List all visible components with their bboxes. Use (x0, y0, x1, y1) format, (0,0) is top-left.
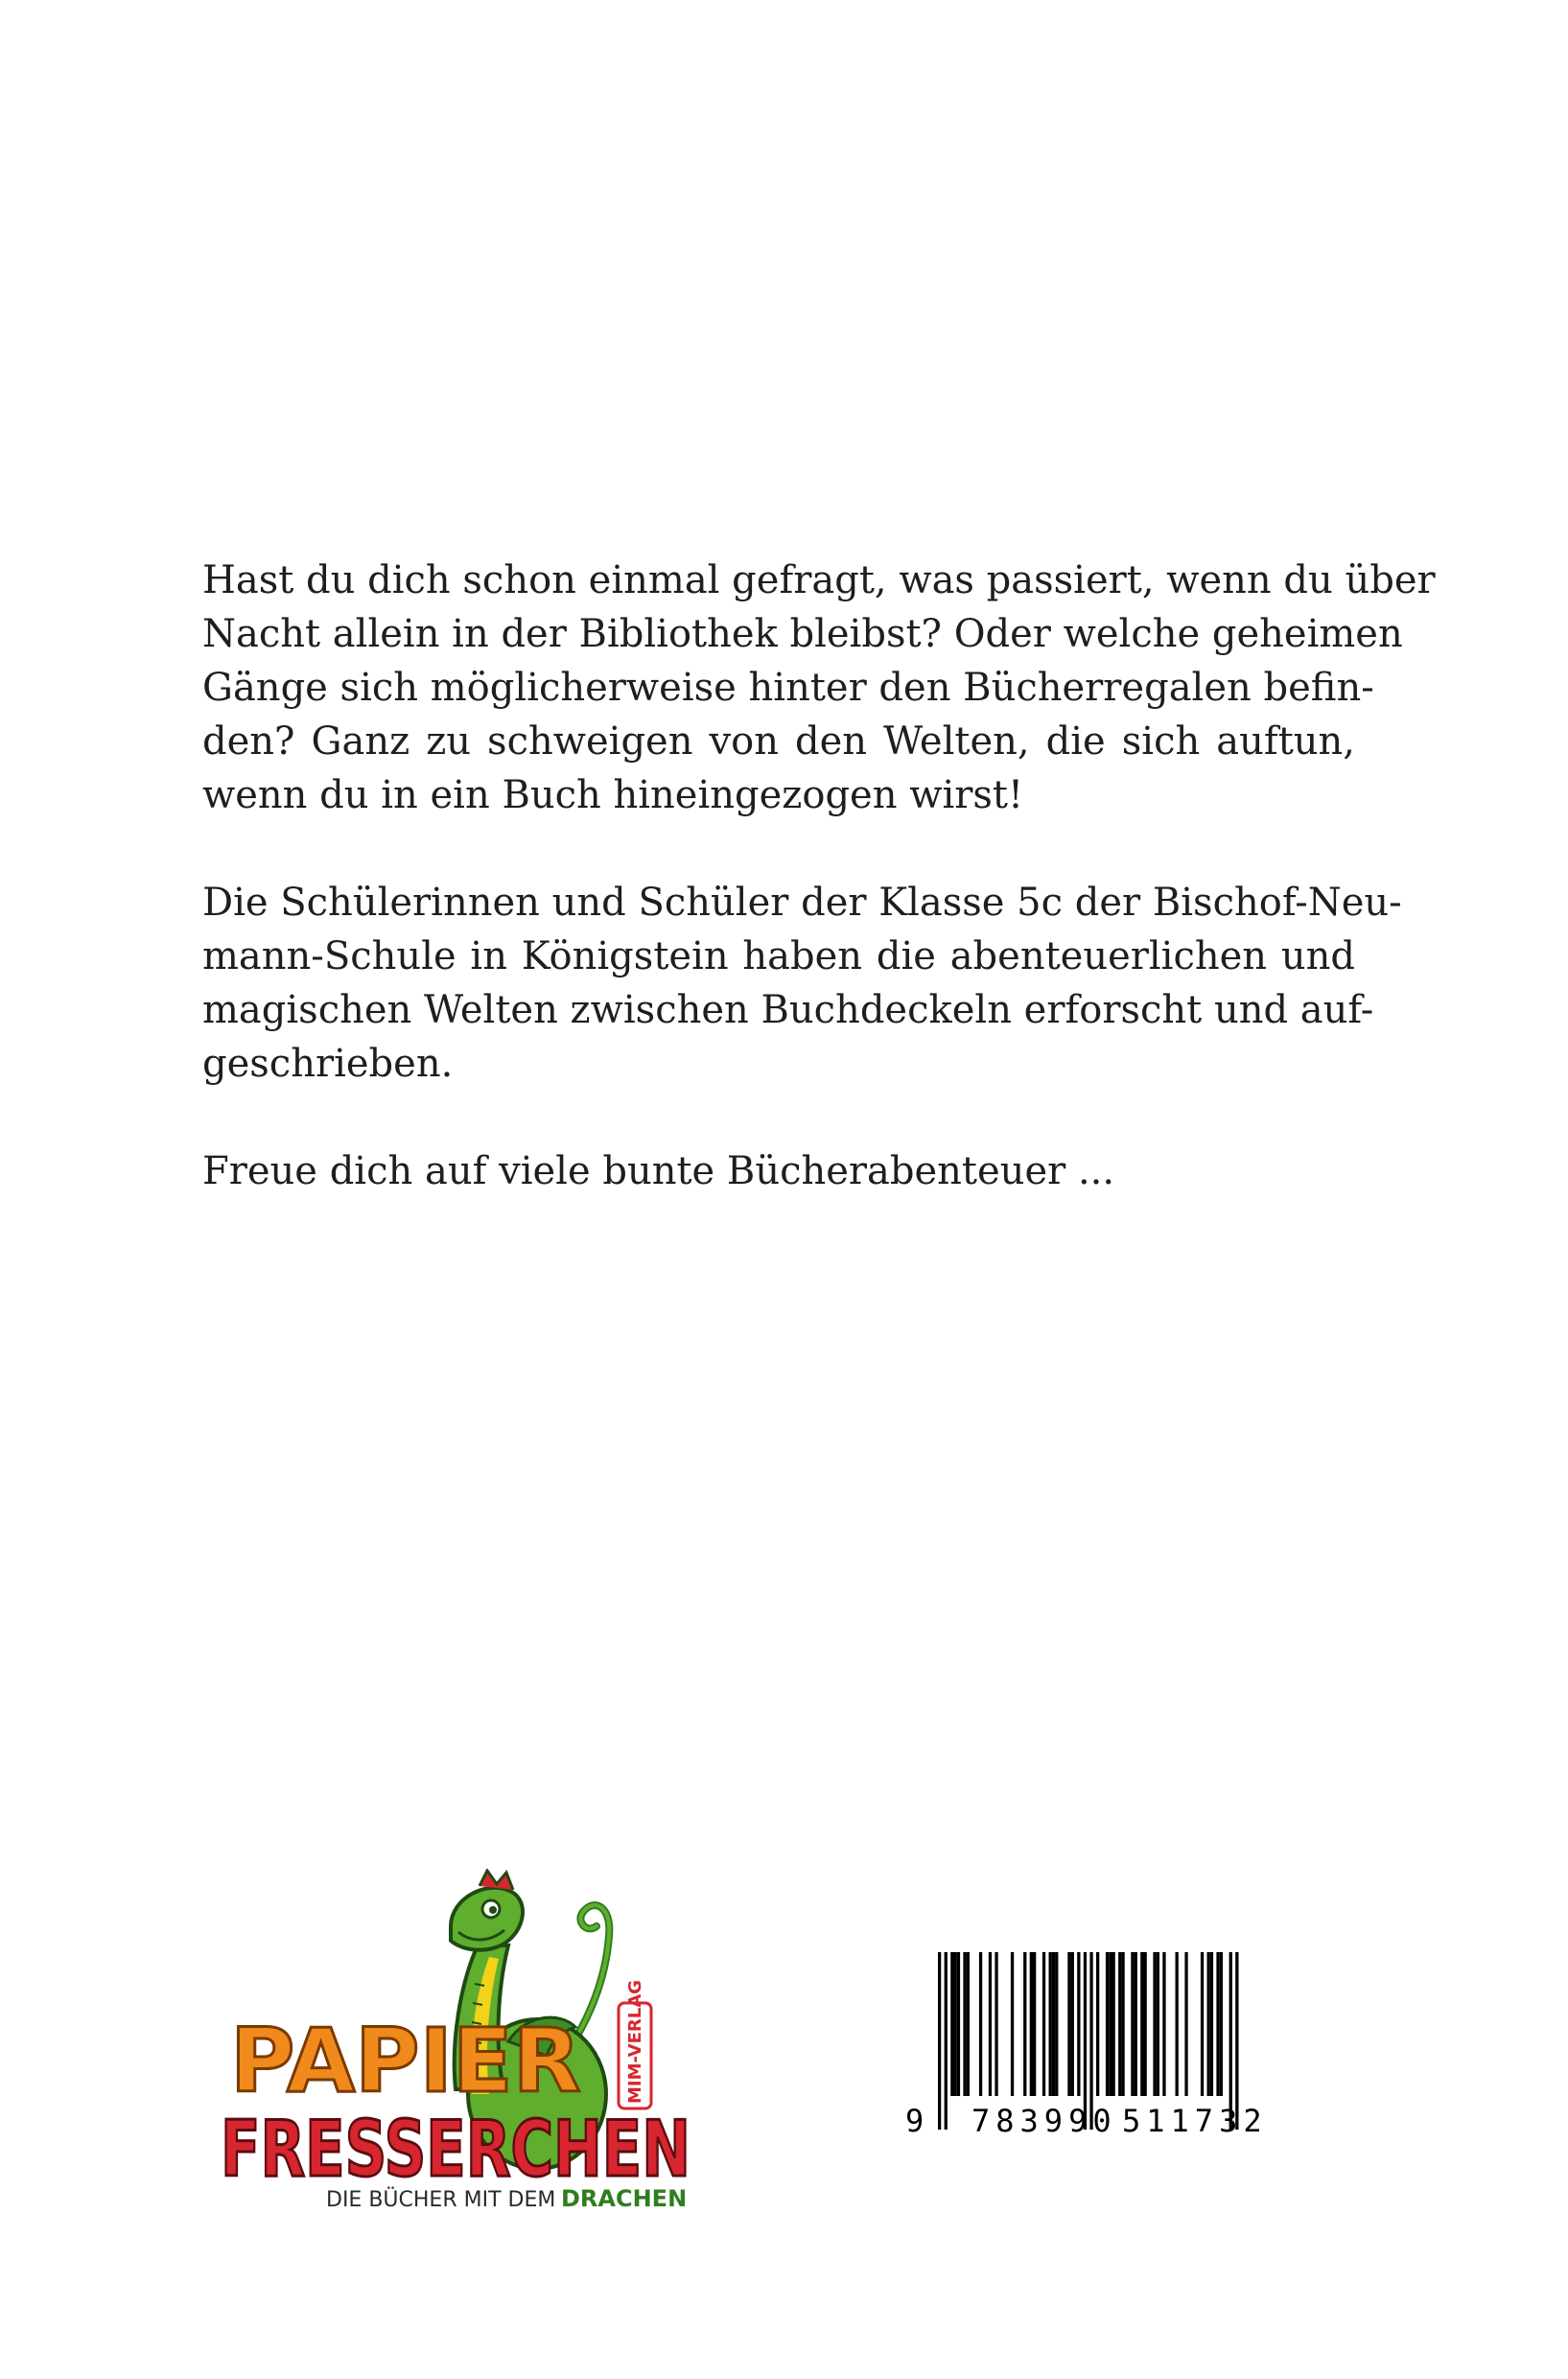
barcode-bar (1184, 1952, 1187, 2096)
barcode-bar (1077, 1952, 1080, 2096)
barcode-bar (954, 1952, 957, 2096)
blurb-line: den? Ganz zu schweigen von den Welten, die sich auftun, (202, 719, 1355, 764)
blurb-line: wenn du in ein Buch hineingezogen wirst! (202, 773, 1024, 817)
barcode-bar (1131, 1952, 1134, 2096)
barcode-bar (1096, 1952, 1099, 2096)
logo-word-fresserchen: FRESSERCHEN (221, 2105, 690, 2194)
barcode-bar (950, 1952, 953, 2096)
barcode-bar (967, 1952, 970, 2096)
barcode-bar (1109, 1952, 1112, 2096)
mim-verlag-label: MIM-VERLAG (625, 1980, 645, 2104)
blurb-paragraph-3 (202, 1144, 1355, 1198)
dragon-logo-icon (221, 1869, 700, 2214)
barcode-bar (1071, 1952, 1074, 2096)
blurb-line: Gänge sich möglicherweise hinter den Bücherregalen befin- (202, 666, 1374, 710)
barcode-bar (1011, 1952, 1014, 2096)
barcode-bar (1052, 1952, 1055, 2096)
barcode-bar (1033, 1952, 1036, 2096)
blurb-line: Freue dich auf viele bunte Bücherabenteuer ... (202, 1149, 1115, 1193)
barcode-bar (1140, 1952, 1143, 2096)
barcode-bar (1042, 1952, 1045, 2096)
barcode-bar (1030, 1952, 1033, 2096)
isbn-lead-digit: 9 (905, 2103, 924, 2139)
blurb-paragraph-1 (202, 554, 1436, 822)
barcode-bar (1135, 1952, 1137, 2096)
blurb-line: geschrieben. (202, 1042, 454, 1086)
logo-word-papier: PAPIER (230, 2010, 581, 2112)
barcode-bar (1067, 1952, 1070, 2096)
barcode-bar (1153, 1952, 1156, 2096)
barcode-bar (1162, 1952, 1165, 2096)
logo-tagline-highlight: DRACHEN (561, 2185, 688, 2212)
blurb-text (202, 554, 1436, 1252)
blurb-line: Hast du dich schon einmal gefragt, was passiert, wenn du über (202, 558, 1436, 602)
barcode-bar (995, 1952, 997, 2096)
barcode-bar (1207, 1952, 1210, 2096)
barcode-bar (1176, 1952, 1179, 2096)
barcode-bar (1220, 1952, 1223, 2096)
barcode-bar (1055, 1952, 1058, 2096)
barcode-bar (963, 1952, 966, 2096)
barcode-bar (1121, 1952, 1124, 2096)
barcode-bar (957, 1952, 960, 2096)
logo-tagline-prefix: DIE BÜCHER MIT DEM (326, 2188, 556, 2212)
publisher-logo (221, 1869, 700, 2214)
isbn-digits (900, 2103, 1293, 2141)
barcode-bar (1216, 1952, 1219, 2096)
isbn-group-1: 783990 (971, 2103, 1117, 2139)
barcode-bar (1049, 1952, 1052, 2096)
blurb-line: magischen Welten zwischen Buchdeckeln erforscht und auf- (202, 988, 1374, 1032)
barcode-bar (1023, 1952, 1026, 2096)
barcode-bar (1144, 1952, 1147, 2096)
barcode-bar (979, 1952, 982, 2096)
barcode-bar (1112, 1952, 1115, 2096)
isbn-group-2: 511732 (1122, 2103, 1268, 2139)
barcode-bar (1201, 1952, 1204, 2096)
barcode-bar (1118, 1952, 1121, 2096)
blurb-line: Nacht allein in der Bibliothek bleibst? Oder welche geheimen (202, 612, 1403, 656)
blurb-line: Die Schülerinnen und Schüler der Klasse 5c der Bischof-Neu- (202, 881, 1402, 925)
barcode-bar (1106, 1952, 1109, 2096)
barcode-bar (989, 1952, 992, 2096)
barcode-bar (1210, 1952, 1213, 2096)
barcode-bar (1157, 1952, 1159, 2096)
blurb-line: mann-Schule in Königstein haben die abenteuerlichen und (202, 934, 1355, 978)
blurb-paragraph-2 (202, 876, 1402, 1091)
